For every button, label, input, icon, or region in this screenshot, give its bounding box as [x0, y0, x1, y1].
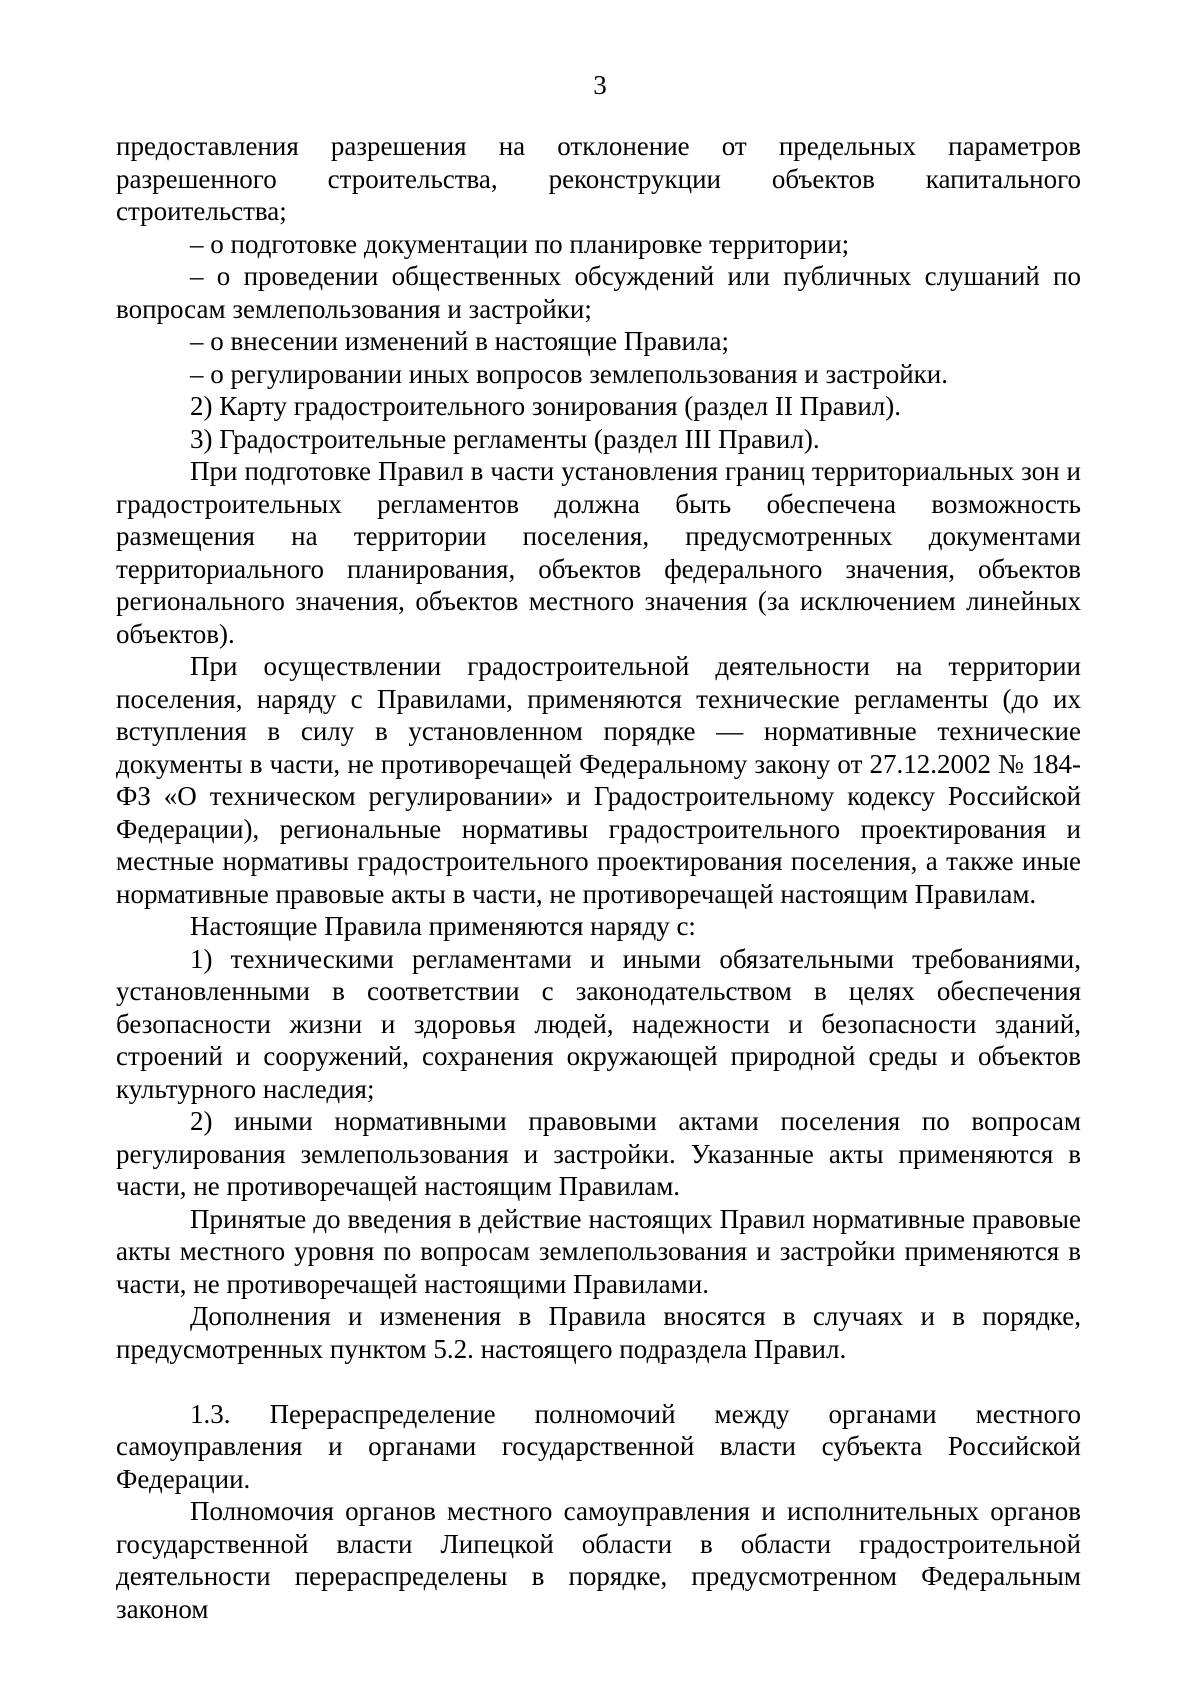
list-item-dash: – о подготовке документации по планировке территории;: [190, 228, 850, 259]
paragraph-continuation: предоставления разрешения на отклонение от предельных параметров разрешенного строительства, реконструкции объектов капитального строительства;: [116, 131, 1081, 226]
list-item-dash: – о проведении общественных обсуждений или публичных слушаний по вопросам землепользования и застройки;: [116, 261, 1081, 324]
page-number: 3: [593, 70, 607, 100]
list-item-numbered: 3) Градостроительные регламенты (раздел III Правил).: [190, 423, 820, 454]
paragraph: Дополнения и изменения в Правила вносятся в случаях и в порядке, предусмотренных пунктом 5.2. настоящего подраздела Правил.: [116, 1301, 1081, 1364]
paragraph: При подготовке Правил в части установления границ территориальных зон и градостроительных регламентов должна быть обеспечена возможность размещения на территории поселения, предусмотренных документами территориального планирования, объектов федерального значения, объектов регионального значения, объектов местного значения (за исключением линейных объектов).: [116, 456, 1081, 649]
list-item-numbered: 2) иными нормативными правовыми актами поселения по вопросам регулирования землепользования и застройки. Указанные акты применяются в части, не противоречащей настоящим Правилам.: [116, 1106, 1081, 1201]
paragraph: Принятые до введения в действие настоящих Правил нормативные правовые акты местного уровня по вопросам землепользования и застройки применяются в части, не противоречащей настоящими Правилами.: [116, 1203, 1081, 1299]
list-item-dash: – о внесении изменений в настоящие Правила;: [190, 326, 729, 356]
section-spacer: [116, 1365, 1081, 1398]
list-item-numbered: 1) техническими регламентами и иными обязательными требованиями, установленными в соответствии с законодательством в целях обеспечения безопасности жизни и здоровья людей, надежности и безопасности зданий, строений и сооружений, сохранения окружающей природной среды и объектов культурного наследия;: [116, 943, 1081, 1104]
paragraph: Настоящие Правила применяются наряду с:: [190, 911, 696, 941]
list-item-dash: – о регулировании иных вопросов землепользования и застройки.: [190, 358, 948, 389]
list-item-numbered: 2) Карту градостроительного зонирования (раздел II Правил).: [190, 391, 901, 421]
paragraph: Полномочия органов местного самоуправления и исполнительных органов государственной власти Липецкой области в области градостроительной деятельности перераспределены в порядке, предусмотренном Федеральным законом: [116, 1496, 1081, 1624]
section-heading: 1.3. Перераспределение полномочий между органами местного самоуправления и органами государственной власти субъекта Российской Федерации.: [116, 1398, 1081, 1494]
paragraph: При осуществлении градостроительной деятельности на территории поселения, наряду с Правилами, применяются технические регламенты (до их вступления в силу в установленном порядке — нормативные технические документы в части, не противоречащей Федеральному закону от 27.12.2002 № 184-ФЗ «О техническом регулировании» и Градостроительному кодексу Российской Федерации), региональные нормативы градостроительного проектирования и местные нормативы градостроительного проектирования поселения, а также иные нормативные правовые акты в части, не противоречащей настоящим Правилам.: [116, 651, 1081, 909]
document-body: [116, 130, 1081, 1625]
